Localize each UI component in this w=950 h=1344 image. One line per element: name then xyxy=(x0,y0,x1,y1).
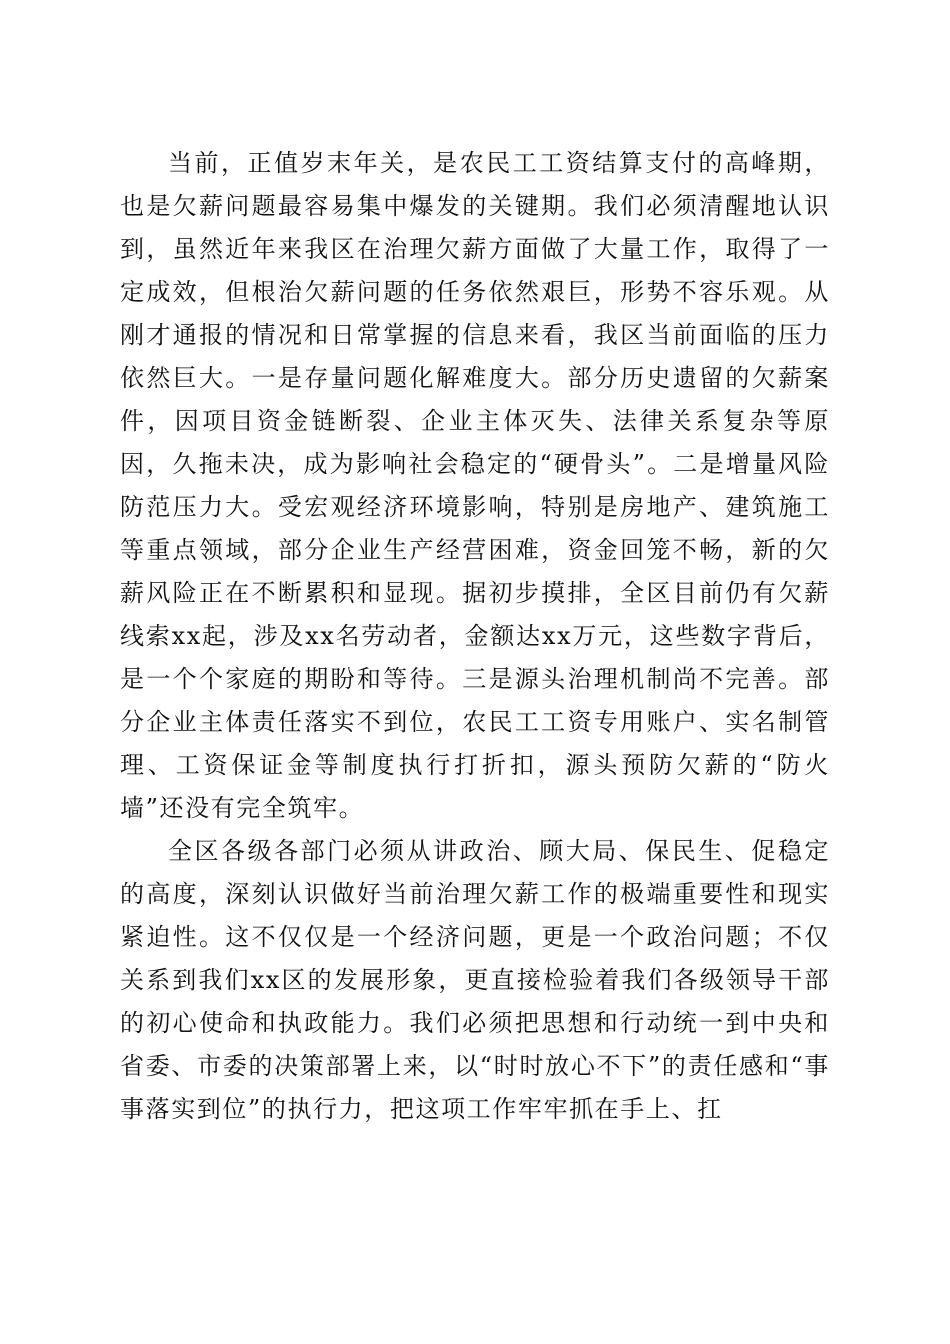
paragraph-1: 当前，正值岁末年关，是农民工工资结算支付的高峰期，也是欠薪问题最容易集中爆发的关键期。我们必须清醒地认识到，虽然近年来我区在治理欠薪方面做了大量工作，取得了一定成效，但根治欠薪问题的任务依然艰巨，形势不容乐观。从刚才通报的情况和日常掌握的信息来看，我区当前面临的压力依然巨大。一是存量问题化解难度大。部分历史遗留的欠薪案件，因项目资金链断裂、企业主体灭失、法律关系复杂等原因，久拖未决，成为影响社会稳定的“硬骨头”。二是增量风险防范压力大。受宏观经济环境影响，特别是房地产、建筑施工等重点领域，部分企业生产经营困难，资金回笼不畅，新的欠薪风险正在不断累积和显现。据初步摸排，全区目前仍有欠薪线索xx起，涉及xx名劳动者，金额达xx万元，这些数字背后，是一个个家庭的期盼和等待。三是源头治理机制尚不完善。部分企业主体责任落实不到位，农民工工资专用账户、实名制管理、工资保证金等制度执行打折扣，源头预防欠薪的“防火墙”还没有完全筑牢。 xyxy=(120,149,830,822)
document-body xyxy=(120,142,830,1131)
paragraph-2: 全区各级各部门必须从讲政治、顾大局、保民生、促稳定的高度，深刻认识做好当前治理欠薪工作的极端重要性和现实紧迫性。这不仅仅是一个经济问题，更是一个政治问题；不仅关系到我们xx区的发展形象，更直接检验着我们各级领导干部的初心使命和执政能力。我们必须把思想和行动统一到中央和省委、市委的决策部署上来，以“时时放心不下”的责任感和“事事落实到位”的执行力，把这项工作牢牢抓在手上、扛 xyxy=(120,837,830,1123)
